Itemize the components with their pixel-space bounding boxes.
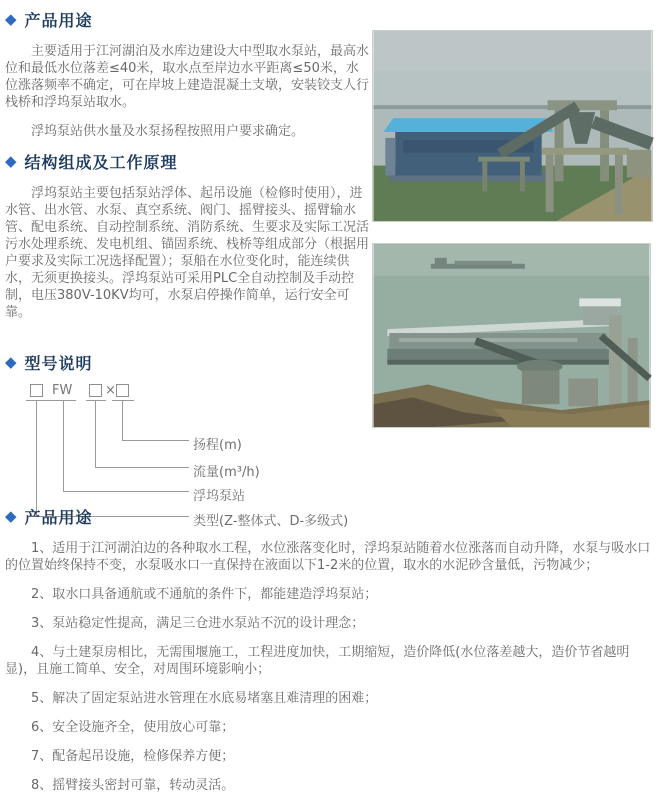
model-code-box-flow <box>89 384 102 397</box>
feature-item-4: 4、与土建泵房相比，无需围堰施工，工程进度加快，工期缩短，造价降低(水位落差越大，造价节省越明显)，且施工简单、安全，对周围环境影响小； <box>5 645 630 677</box>
model-label-station: 浮坞泵站 <box>193 489 246 504</box>
feature-item-3: 3、泵站稳定性提高，满足三仓进水泵站不沉的设计理念； <box>31 616 365 631</box>
features-section <box>5 505 655 794</box>
photo-column <box>372 30 653 428</box>
model-code-times: × <box>105 383 116 398</box>
section-heading-usage-top <box>5 8 369 31</box>
feature-item-6: 6、安全设施齐全，使用放心可靠； <box>31 720 235 735</box>
diamond-icon: ◆ <box>5 353 17 371</box>
usage-paragraph-1: 主要适用于江河湖泊及水库边建设大中型取水泵站，最高水位和最低水位落差≤40米，取水点至岸边水平距离≤50米，水位涨落频率不确定，可在岸坡上建造混凝土支墩，安装铰支人行栈桥和浮坞泵站取水。 <box>5 44 370 110</box>
left-text-column <box>5 8 370 529</box>
feature-item-7: 7、配备起吊设施，检修保养方便； <box>31 749 235 764</box>
floating-pump-station-blue-roof-photo <box>372 30 653 222</box>
feature-item-2: 2、取水口具备通航或不通航的条件下，都能建造浮坞泵站； <box>31 587 378 602</box>
feature-item-1: 1、适用于江河湖泊边的各种取水工程，水位涨落变化时，浮坞泵站随着水位涨落而自动升降，水泵与吸水口的位置始终保持不变，水泵吸水口一直保持在液面以下1-2米的位置，取水的水泥砂含量低，污物减少； <box>5 541 651 573</box>
connector-line-type <box>36 401 189 517</box>
model-code-box-type <box>30 384 43 397</box>
section-heading-features <box>5 505 655 528</box>
model-code-fw: FW <box>52 383 73 398</box>
structure-paragraph: 浮坞泵站主要包括泵站浮体、起吊设施（检修时使用），进水管、出水管、水泵、真空系统、阀门、摇臂接头、摇臂输水管、配电系统、自动控制系统、消防系统、生要求及实际工况活污水处理系统、发电机组、锚固系统、栈桥等组成部分（根据用户要求及实际工况选择配置）；泵船在水位变化时，能连续供水，无须更换接头。浮坞泵站可采用PLC全自动控制及手动控制，电压380V-10KV均可，水泵启停操作简单，运行安全可靠。 <box>5 186 370 320</box>
pontoon-pump-station-shore-photo <box>372 243 651 428</box>
section-title: 结构组成及工作原理 <box>24 153 178 172</box>
section-title: 产品用途 <box>24 508 93 527</box>
feature-item-8: 8、摇臂接头密封可靠，转动灵活。 <box>31 778 235 793</box>
diamond-icon: ◆ <box>5 507 17 525</box>
model-code-box-head <box>116 384 129 397</box>
section-title: 产品用途 <box>24 11 93 30</box>
section-title: 型号说明 <box>24 354 93 373</box>
section-heading-structure <box>5 150 369 173</box>
diamond-icon: ◆ <box>5 152 17 170</box>
usage-paragraph-2: 浮坞泵站供水量及水泵扬程按照用户要求确定。 <box>31 124 305 139</box>
model-label-type: 类型(Z-整体式、D-多级式) <box>193 514 349 529</box>
model-label-head: 扬程(m) <box>193 438 242 453</box>
feature-item-5: 5、解决了固定泵站进水管理在水底易堵塞且难清理的困难； <box>31 691 378 706</box>
diamond-icon: ◆ <box>5 10 17 28</box>
model-label-flow: 流量(m³/h) <box>193 465 260 480</box>
section-heading-model <box>5 351 369 374</box>
